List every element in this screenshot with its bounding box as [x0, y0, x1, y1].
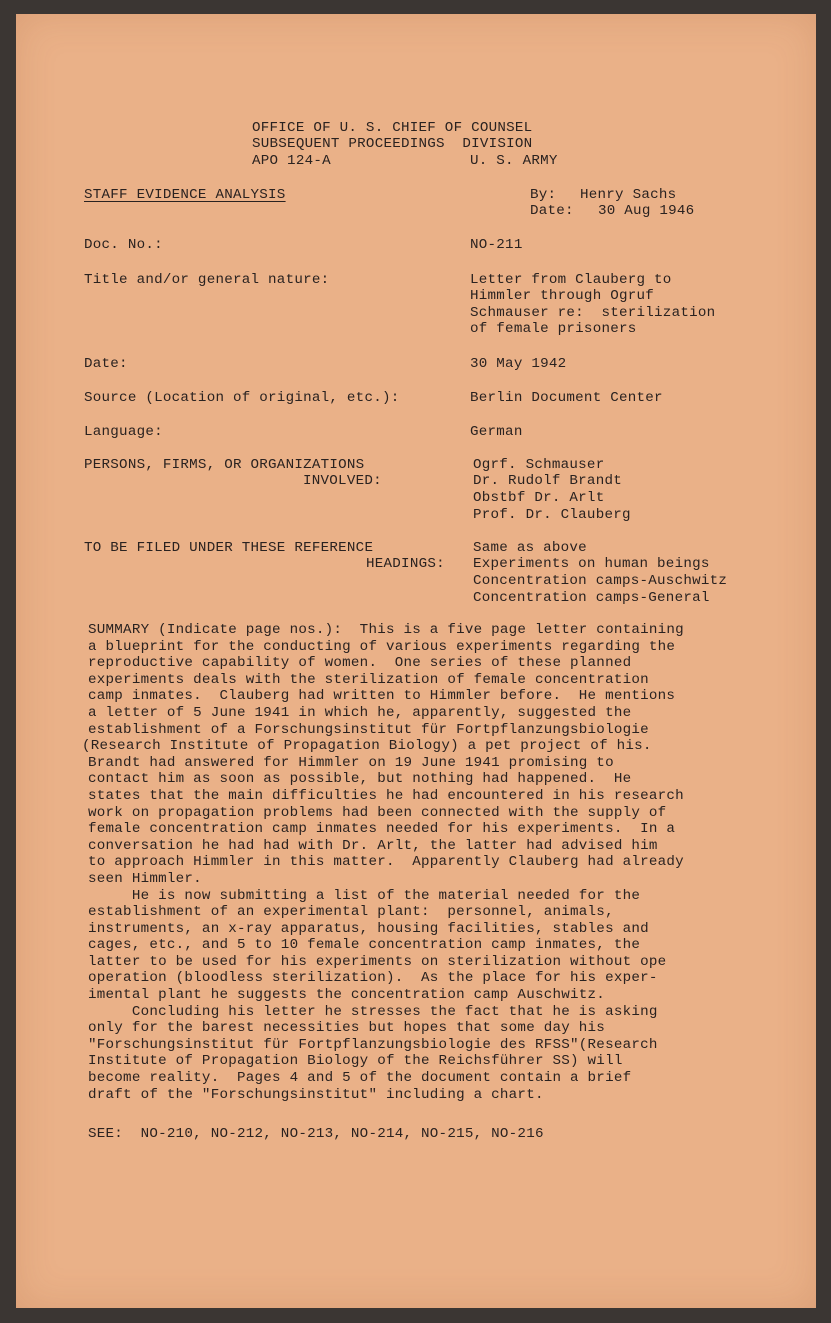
heading-entry: Same as above: [473, 540, 587, 556]
persons-label: PERSONS, FIRMS, OR ORGANIZATIONS: [84, 457, 365, 473]
title-line: Schmauser re: sterilization: [470, 305, 716, 321]
summary-line: work on propagation problems had been connected with the supply of: [88, 804, 667, 821]
header-army: U. S. ARMY: [470, 153, 558, 169]
summary-line: Brandt had answered for Himmler on 19 June 1941 promising to: [88, 754, 614, 771]
summary-line: (Research Institute of Propagation Biology) a pet project of his.: [82, 738, 652, 755]
summary-line: become reality. Pages 4 and 5 of the document contain a brief: [88, 1070, 632, 1087]
heading-entry: Concentration camps-General: [473, 590, 710, 606]
summary-line: Concluding his letter he stresses the fact that he is asking: [88, 1003, 658, 1020]
doc-no-value: NO-211: [470, 237, 523, 253]
summary-line: He is now submitting a list of the material needed for the: [88, 887, 641, 904]
source-label: Source (Location of original, etc.):: [84, 390, 400, 406]
summary-line: a blueprint for the conducting of various experiments regarding the: [88, 638, 676, 655]
analyst-name: Henry Sachs: [580, 187, 677, 203]
summary-line: camp inmates. Clauberg had written to Himmler before. He mentions: [88, 688, 676, 705]
summary-line: imental plant he suggests the concentration camp Auschwitz.: [88, 987, 606, 1004]
summary-line: contact him as soon as possible, but nothing had happened. He: [88, 771, 632, 788]
person-entry: Obstbf Dr. Arlt: [473, 490, 605, 506]
summary-line: a letter of 5 June 1941 in which he, apparently, suggested the: [88, 704, 632, 721]
title-line: of female prisoners: [470, 321, 637, 337]
summary-line: cages, etc., and 5 to 10 female concentration camp inmates, the: [88, 937, 641, 954]
analyst-label: By:: [530, 187, 557, 203]
see-also-references: SEE: NO-210, NO-212, NO-213, NO-214, NO-215, NO-216: [88, 1126, 544, 1142]
header-apo: APO 124-A: [252, 153, 331, 169]
title-label: Title and/or general nature:: [84, 272, 330, 288]
person-entry: Ogrf. Schmauser: [473, 457, 605, 473]
summary-line: instruments, an x-ray apparatus, housing facilities, stables and: [88, 920, 649, 937]
summary-line: to approach Himmler in this matter. Apparently Clauberg had already: [88, 854, 684, 871]
heading-entry: Experiments on human beings: [473, 556, 710, 572]
summary-line: only for the barest necessities but hopes that some day his: [88, 1020, 606, 1037]
language-label: Language:: [84, 424, 163, 440]
summary-line: Institute of Propagation Biology of the Reichsführer SS) will: [88, 1053, 623, 1070]
summary-line: conversation he had had with Dr. Arlt, the latter had advised him: [88, 837, 658, 854]
date-value: 30 May 1942: [470, 356, 567, 372]
summary-line: reproductive capability of women. One series of these planned: [88, 655, 632, 672]
summary-line: "Forschungsinstitut für Fortpflanzungsbiologie des RFSS"(Research: [88, 1036, 658, 1053]
summary-line: SUMMARY (Indicate page nos.): This is a five page letter containing: [88, 622, 684, 638]
header-office: OFFICE OF U. S. CHIEF OF COUNSEL: [252, 120, 533, 136]
summary-line: establishment of an experimental plant: personnel, animals,: [88, 904, 614, 921]
filed-label: HEADINGS:: [366, 556, 445, 572]
analysis-title: STAFF EVIDENCE ANALYSIS: [84, 187, 286, 203]
filed-label: TO BE FILED UNDER THESE REFERENCE: [84, 540, 374, 556]
summary-line: seen Himmler.: [88, 870, 202, 887]
summary-line: latter to be used for his experiments on sterilization without ope: [88, 953, 667, 970]
summary-line: draft of the "Forschungsinstitut" including a chart.: [88, 1086, 544, 1103]
language-value: German: [470, 424, 523, 440]
summary-line: operation (bloodless sterilization). As the place for his exper-: [88, 970, 658, 987]
person-entry: Dr. Rudolf Brandt: [473, 473, 622, 489]
summary-line: establishment of a Forschungsinstitut für Fortpflanzungsbiologie: [88, 721, 649, 738]
analysis-date: 30 Aug 1946: [598, 203, 695, 219]
analysis-date-label: Date:: [530, 203, 574, 219]
heading-entry: Concentration camps-Auschwitz: [473, 573, 728, 589]
summary-block: [82, 622, 778, 1103]
date-label: Date:: [84, 356, 128, 372]
persons-label: INVOLVED:: [303, 473, 382, 489]
header-division: SUBSEQUENT PROCEEDINGS DIVISION: [252, 136, 533, 152]
person-entry: Prof. Dr. Clauberg: [473, 507, 631, 523]
title-line: Letter from Clauberg to: [470, 272, 672, 288]
summary-line: states that the main difficulties he had encountered in his research: [88, 787, 684, 804]
doc-no-label: Doc. No.:: [84, 237, 163, 253]
source-value: Berlin Document Center: [470, 390, 663, 406]
title-line: Himmler through Ogruf: [470, 288, 655, 304]
summary-line: female concentration camp inmates needed for his experiments. In a: [88, 821, 676, 838]
summary-line: experiments deals with the sterilization of female concentration: [88, 671, 649, 688]
